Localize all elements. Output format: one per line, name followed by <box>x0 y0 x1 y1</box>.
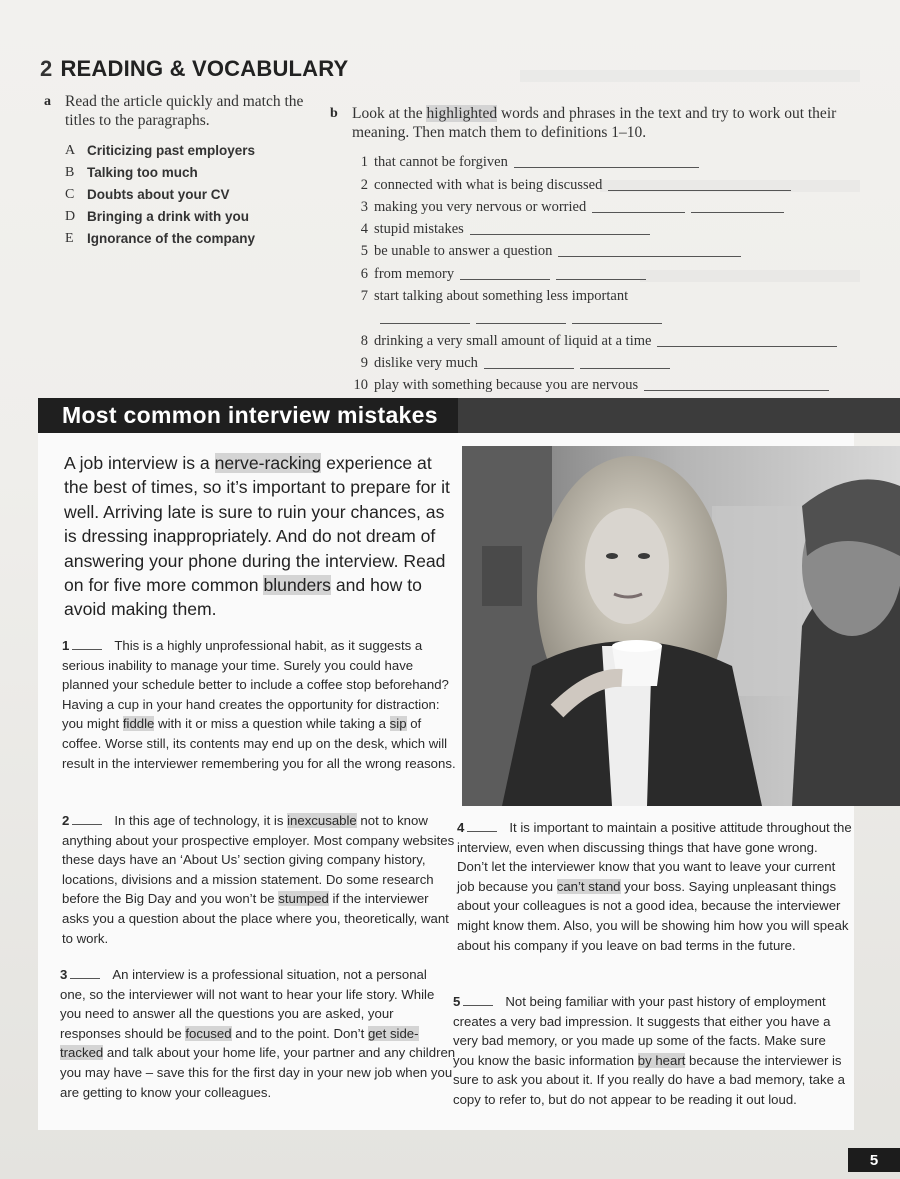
instruction-text: words and phrases in the text and try to work out their meaning. Then match them to definitions 1–10. <box>352 105 837 141</box>
paragraph-text: It is important to maintain a positive attitude throughout the interview, even when discussing things that have gone wrong. Don’t let the interviewer know that you want to leave your current job because you <box>457 820 852 894</box>
exercise-a-instruction: Read the article quickly and match the titles to the paragraphs. <box>65 93 304 129</box>
intro-text: experience at the best of times, so it’s important to prepare for it well. Arriving late is sure to ruin your chances, as is dressing inappropriately. And do not dream of answering your phone during the interview. Read on for five more common <box>64 453 450 596</box>
definition-text: making you very nervous or worried <box>374 198 587 215</box>
definition-text: dislike very much <box>374 354 478 371</box>
answer-blank[interactable] <box>70 967 100 979</box>
definition-number: 7 <box>360 288 368 305</box>
highlighted-word: stumped <box>278 891 329 907</box>
answer-blank[interactable] <box>470 220 650 235</box>
paragraph-text: your boss. Saying unpleasant things about your colleagues is not a good idea, because the interviewer might know them. Also, you will be showing him how you will speak about his company if you leave on bad terms in the future. <box>457 878 849 953</box>
definition-answer-line <box>374 305 860 327</box>
definition-text: that cannot be forgiven <box>374 154 508 171</box>
answer-blank[interactable] <box>608 176 791 191</box>
highlighted-word: get side-tracked <box>60 1025 419 1061</box>
show-through <box>520 70 860 82</box>
answer-blank[interactable] <box>460 265 550 280</box>
option-letter: A <box>65 143 76 158</box>
exercise-a-letter: a <box>44 94 51 109</box>
definition-item <box>340 238 860 260</box>
highlighted-word: nerve-racking <box>214 453 322 473</box>
definition-item <box>340 149 860 171</box>
definition-number: 6 <box>360 265 368 282</box>
option-letter: E <box>65 231 74 246</box>
paragraph-text: and to the point. Don’t <box>231 1025 368 1041</box>
page-number: 5 <box>848 1148 900 1172</box>
option-letter: C <box>65 187 75 202</box>
answer-blank[interactable] <box>592 198 685 213</box>
answer-blank[interactable] <box>514 153 699 168</box>
paragraph-number: 5 <box>453 994 461 1009</box>
paragraph-text: and talk about your home life, your partner and any children you may have – save this for the first day in your new job when you are getting to know your colleagues. <box>60 1045 456 1100</box>
definition-number: 2 <box>360 176 368 193</box>
definition-text: from memory <box>374 265 455 282</box>
highlighted-word: highlighted <box>426 105 498 122</box>
paragraph-4 <box>457 818 852 955</box>
option-text: Doubts about your CV <box>87 187 230 202</box>
answer-blank[interactable] <box>572 309 662 324</box>
paragraph-2 <box>62 811 458 948</box>
option-text: Talking too much <box>87 165 198 180</box>
interview-photo <box>462 446 900 806</box>
paragraph-text: This is a highly unprofessional habit, as it suggests a serious inability to manage your time. Surely you could have planned your schedule better to include a coffee stop beforehand? Having a cup in your hand creates the opportunity for distraction: you might <box>62 638 449 732</box>
paragraph-text: An interview is a professional situation, not a personal one, so the interviewer will not want to hear your life story. While you need to answer all the questions you are asked, your responses should be <box>60 967 435 1041</box>
title-options <box>65 140 314 250</box>
paragraph-text: In this age of technology, it is <box>114 813 288 828</box>
definition-item <box>340 194 860 216</box>
instruction-text: Look at the <box>352 105 427 122</box>
answer-blank[interactable] <box>72 638 102 650</box>
article-intro <box>64 451 456 622</box>
exercise-b <box>330 104 860 394</box>
answer-blank[interactable] <box>467 820 497 832</box>
answer-blank[interactable] <box>380 309 470 324</box>
title-option <box>65 162 314 184</box>
definition-number: 9 <box>360 354 368 371</box>
definition-text: stupid mistakes <box>374 221 464 238</box>
section-number: 2 <box>40 56 53 81</box>
answer-blank[interactable] <box>580 354 670 369</box>
definition-list <box>340 149 860 394</box>
paragraph-text: of coffee. Worse still, its contents may end up on the desk, which will result in the interviewer remembering you for all the wrong reasons. <box>62 716 456 771</box>
highlighted-word: sip <box>389 716 407 732</box>
definition-number: 4 <box>360 221 368 238</box>
highlighted-word: fiddle <box>122 716 155 732</box>
section-heading <box>40 56 348 82</box>
definition-number: 3 <box>360 198 368 215</box>
highlighted-word: by heart <box>637 1052 686 1068</box>
definition-text: be unable to answer a question <box>374 243 553 260</box>
paragraph-1 <box>62 636 458 773</box>
definition-text: drinking a very small amount of liquid at a time <box>374 332 652 349</box>
paragraph-text: not to know anything about your prospective employer. Most company websites these days have an ‘About Us’ section giving company history, locations, divisions and a mission statement. Do some research before the Big Day and you won’t be <box>62 813 455 907</box>
answer-blank[interactable] <box>644 376 829 391</box>
title-option <box>65 184 314 206</box>
option-text: Ignorance of the company <box>87 231 256 246</box>
intro-text: A job interview is a <box>64 453 215 473</box>
definition-item <box>340 327 860 349</box>
definition-item <box>340 350 860 372</box>
highlighted-word: focused <box>185 1025 232 1041</box>
exercise-a <box>44 92 314 250</box>
answer-blank[interactable] <box>476 309 566 324</box>
option-letter: D <box>65 209 76 224</box>
definition-item <box>340 372 860 394</box>
paragraph-number: 3 <box>60 967 68 982</box>
section-title: READING & VOCABULARY <box>60 56 349 81</box>
option-letter: B <box>65 165 75 180</box>
answer-blank[interactable] <box>484 354 574 369</box>
answer-blank[interactable] <box>558 242 741 257</box>
definition-text: connected with what is being discussed <box>374 176 603 193</box>
exercise-b-instruction <box>352 104 860 142</box>
answer-blank[interactable] <box>691 198 784 213</box>
definition-number: 1 <box>360 154 368 171</box>
paragraph-number: 4 <box>457 820 465 835</box>
paragraph-number: 2 <box>62 813 70 828</box>
definition-number: 5 <box>360 243 368 260</box>
highlighted-word: blunders <box>263 575 331 596</box>
highlighted-word: inexcusable <box>287 813 357 828</box>
paragraph-text: if the interviewer asks you a question about the place where you, theoretically, want to work. <box>62 891 449 946</box>
paragraph-5 <box>453 992 850 1110</box>
definition-item <box>340 216 860 238</box>
definition-number: 8 <box>360 332 368 349</box>
paragraph-text: because the interviewer is sure to ask you about it. If you really do have a bad memory, take a copy to refer to, but do not appear to be reading it out loud. <box>453 1052 845 1107</box>
definition-item <box>340 283 860 305</box>
option-text: Criticizing past employers <box>87 143 256 158</box>
definition-number: 10 <box>353 377 368 394</box>
title-option <box>65 140 314 162</box>
highlighted-word: can’t stand <box>556 878 621 894</box>
definition-item <box>340 260 860 282</box>
answer-blank[interactable] <box>72 813 102 825</box>
paragraph-text: with it or miss a question while taking a <box>154 716 390 732</box>
definition-text: play with something because you are nervous <box>374 377 639 394</box>
definition-item <box>340 171 860 193</box>
exercise-b-letter: b <box>330 106 338 121</box>
paragraph-number: 1 <box>62 638 70 653</box>
option-text: Bringing a drink with you <box>87 209 249 224</box>
paragraph-text: Not being familiar with your past history of employment creates a very bad impression. It suggests that either you have a very bad memory, or you made up some of the facts. Make sure you know the basic information <box>453 994 831 1068</box>
answer-blank[interactable] <box>657 332 837 347</box>
answer-blank[interactable] <box>556 265 646 280</box>
article-title: Most common interview mistakes <box>62 402 438 428</box>
intro-text: and how to avoid making them. <box>64 575 422 620</box>
paragraph-3 <box>60 965 456 1102</box>
answer-blank[interactable] <box>463 994 493 1006</box>
title-option <box>65 206 314 228</box>
title-option <box>65 228 314 250</box>
definition-text: start talking about something less important <box>374 288 629 305</box>
